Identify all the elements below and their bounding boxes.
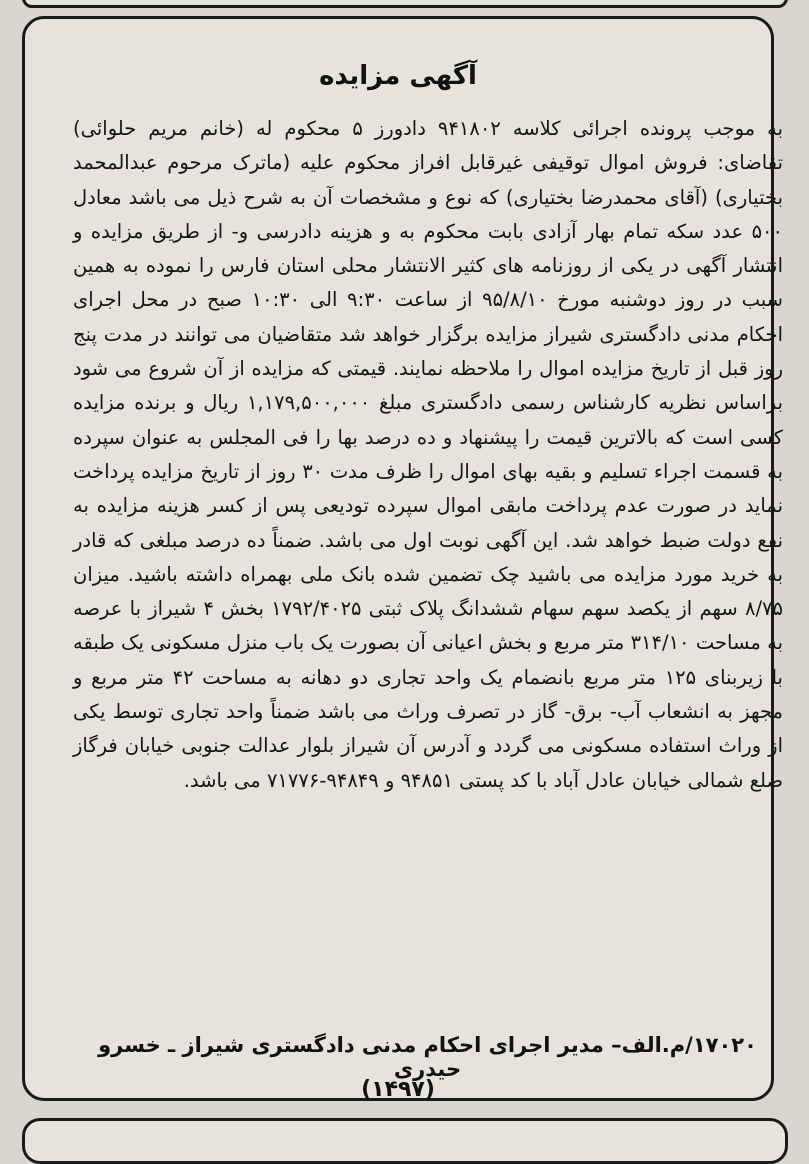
previous-notice-border [22, 0, 788, 8]
notice-title: آگهی مزایده [319, 61, 477, 91]
notice-reference-number: (۱۴۹۷) [361, 1077, 435, 1102]
notice-body: به موجب پرونده اجرائی کلاسه ۹۴۱۸۰۲ دادورز ۵ محکوم له (خانم مریم حلوائی) تقاضای: فروش اموال توقیفی غیرقابل افراز محکوم علیه (ماترک مرحوم عبدالمحمد بختیاری) (آقای محمدرضا بختیاری) که نوع و مشخصات آن به شرح ذیل می باشد معادل ۵۰۰ عدد سکه تمام بهار آزادی بابت محکوم به و هزینه دادرسی و- از طریق مزایده و انتشار آگهی در یکی از روزنامه های کثیر الانتشار محلی استان فارس را نموده به همین سبب در روز دوشنبه مورخ ۹۵/۸/۱۰ از ساعت ۹:۳۰ الی ۱۰:۳۰ صبح در محل اجرای احکام مدنی دادگستری شیراز مزایده برگزار خواهد شد متقاضیان می توانند در مدت پنج روز قبل از تاریخ مزایده اموال را ملاحظه نمایند. قیمتی که مزایده از آن شروع می شود براساس نظریه کارشناس رسمی دادگستری مبلغ ۱,۱۷۹,۵۰۰,۰۰۰ ریال و برنده مزایده کسی است که بالاترین قیمت را پیشنهاد و ده درصد بها را فی المجلس به عنوان سپرده به قسمت اجراء تسلیم و بقیه بهای اموال را ظرف مدت ۳۰ روز از تاریخ مزایده پرداخت نماید در صورت عدم پرداخت مابقی اموال سپرده تودیعی پس از کسر هزینه مزایده به نفع دولت ضبط خواهد شد. این آگهی نوبت اول می باشد. ضمناً ده درصد مبلغی که قادر به خرید مورد مزایده می باشید چک تضمین شده بانک ملی بهمراه داشته باشید. میزان ۸/۷۵ سهم از یکصد سهم سهام ششدانگ پلاک ثبتی ۱۷۹۲/۴۰۲۵ بخش ۴ شیراز با عرصه به مساحت ۳۱۴/۱۰ متر مربع و بخش اعیانی آن بصورت یک باب منزل مسکونی یک طبقه با زیربنای ۱۲۵ متر مربع بانضمام یک واحد تجاری دو دهانه به مساحت ۴۲ متر مربع و مجهز به انشعاب آب- برق- گاز در تصرف وراث می باشد ضمناً واحد تجاری توسط یکی از وراث استفاده مسکونی می گردد و آدرس آن شیراز بلوار عدالت جنوبی خیابان فرگاز ضلع شمالی خیابان عادل آباد با کد پستی ۹۴۸۵۱ و ۹۴۸۴۹-۷۱۷۷۶ می باشد. [73, 117, 783, 792]
notice-frame [22, 16, 783, 1102]
notice-signature: ۱۷۰۲۰/م.الف– مدیر اجرای احکام مدنی دادگستری شیراز ـ خسرو حیدری [98, 1033, 757, 1081]
next-notice-border [22, 1118, 788, 1164]
